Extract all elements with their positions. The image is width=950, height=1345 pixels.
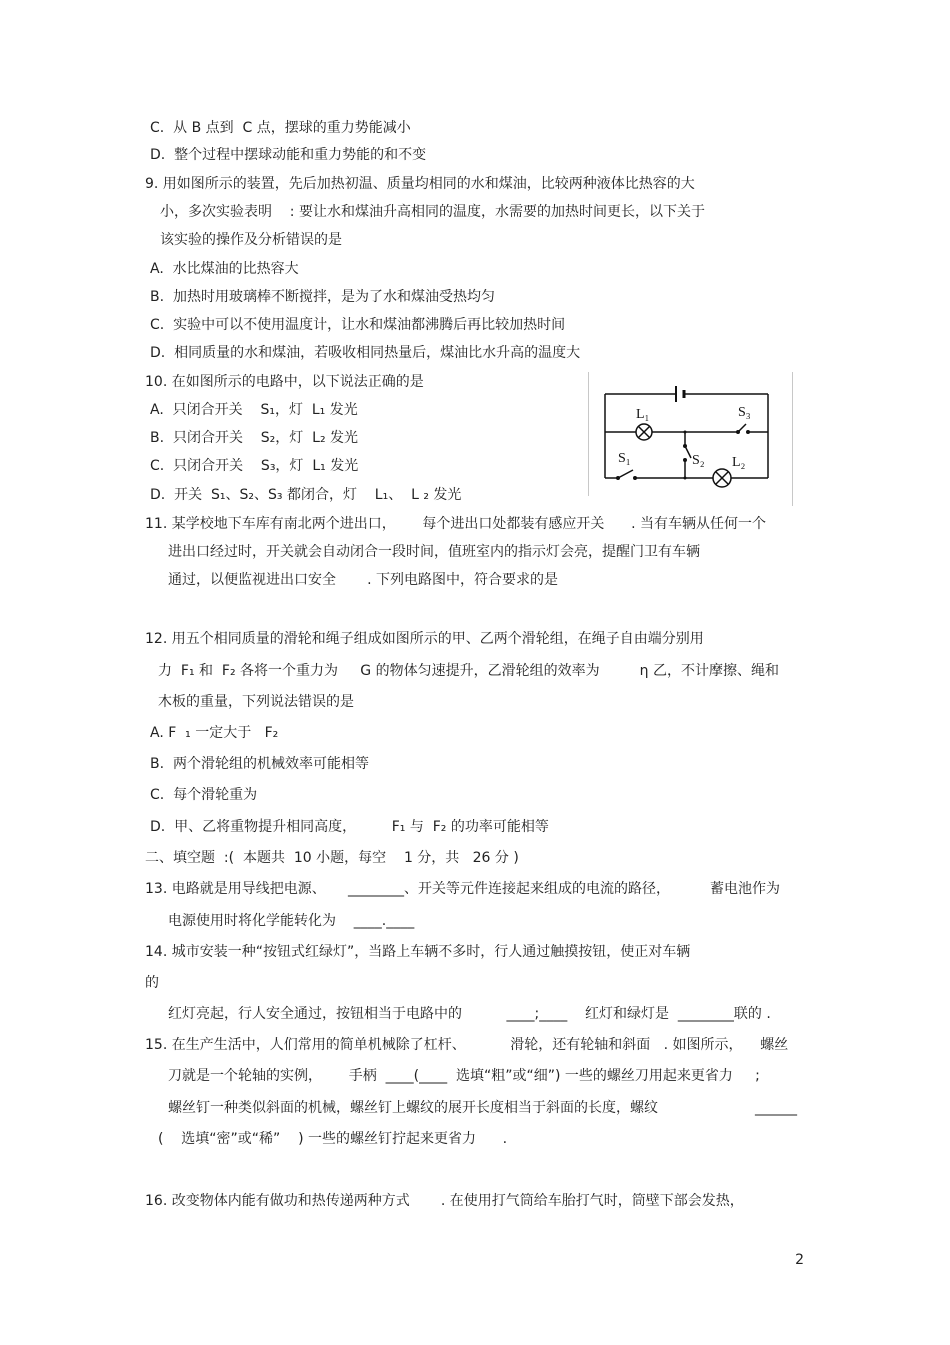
label-s1: S₁ (618, 451, 631, 466)
option-d-q12: D. 甲、乙将重物提升相同高度， F₁ 与 F₂ 的功率可能相等 (150, 819, 549, 835)
question-15-blank: ______ (755, 1100, 797, 1116)
option-a-q10: A. 只闭合开关 S₁，灯 L₁ 发光 (150, 402, 358, 418)
question-14-line-2: 的 (145, 975, 159, 991)
question-11-line-2: 进出口经过时，开关就会自动闭合一段时间，值班室内的指示灯会亮，提醒门卫有车辆 (168, 544, 700, 560)
option-c-q9: C. 实验中可以不使用温度计，让水和煤油都沸腾后再比较加热时间 (150, 317, 566, 333)
question-12-line-2: 力 F₁ 和 F₂ 各将一个重力为 G 的物体匀速提升，乙滑轮组的效率为 η 乙，不计摩擦、绳和 (158, 663, 779, 679)
question-15-line-4: ( 选填“密”或“稀” ) 一些的螺丝钉拧起来更省力 . (158, 1131, 508, 1147)
option-b-q10: B. 只闭合开关 S₂，灯 L₂ 发光 (150, 430, 359, 446)
question-15-line-2: 刀就是一个轮轴的实例， 手柄 ____(____ 选填“粗”或“细”) 一些的螺丝刀用起来更省力 ; (168, 1068, 760, 1084)
option-d-q10: D. 开关 S₁、S₂、S₃ 都闭合，灯 L₁、 L ₂ 发光 (150, 487, 462, 503)
question-10: 10. 在如图所示的电路中，以下说法正确的是 (145, 374, 424, 390)
question-15-line-3: 螺丝钉一种类似斜面的机械，螺丝钉上螺纹的展开长度相当于斜面的长度，螺纹 (168, 1100, 658, 1116)
option-a-q9: A. 水比煤油的比热容大 (150, 261, 299, 277)
circuit-diagram (588, 370, 794, 506)
label-s3: S₃ (738, 405, 751, 420)
question-12-line-3: 木板的重量，下列说法错误的是 (158, 694, 354, 710)
option-d-q9: D. 相同质量的水和煤油，若吸收相同热量后，煤油比水升高的温度大 (150, 345, 581, 361)
question-13-line-1: 13. 电路就是用导线把电源、 ________、开关等元件连接起来组成的电流的路径， 蓄电池作为 (145, 881, 781, 897)
option-c-q12: C. 每个滑轮重为 (150, 787, 258, 803)
section-heading-fill-in: 二、填空题 :( 本题共 10 小题，每空 1 分，共 26 分 ) (145, 850, 519, 866)
question-15-line-1: 15. 在生产生活中，人们常用的简单机械除了杠杆、 滑轮，还有轮轴和斜面 . 如图所示， 螺丝 (145, 1037, 789, 1053)
label-s2: S₂ (692, 453, 705, 468)
label-l1: L₁ (636, 407, 650, 422)
option-b-q9: B. 加热时用玻璃棒不断搅拌，是为了水和煤油受热均匀 (150, 289, 495, 305)
question-13-line-2: 电源使用时将化学能转化为 ____.____ (168, 913, 415, 929)
option-c-q8: C. 从 B 点到 C 点，摆球的重力势能减小 (150, 120, 411, 136)
option-a-q12: A. F ₁ 一定大于 F₂ (150, 725, 279, 741)
question-12-line-1: 12. 用五个相同质量的滑轮和绳子组成如图所示的甲、乙两个滑轮组，在绳子自由端分别用 (145, 631, 704, 647)
question-16-line-1: 16. 改变物体内能有做功和热传递两种方式 . 在使用打气筒给车胎打气时，筒壁下部会发热， (145, 1193, 744, 1209)
option-c-q10: C. 只闭合开关 S₃，灯 L₁ 发光 (150, 458, 359, 474)
question-9-line-2: 小，多次实验表明 : 要让水和煤油升高相同的温度，水需要的加热时间更长，以下关于 (160, 204, 705, 220)
question-14-line-1: 14. 城市安装一种“按钮式红绿灯”，当路上车辆不多时，行人通过触摸按钮，使正对车辆 (145, 944, 691, 960)
question-9-line-3: 该实验的操作及分析错误的是 (160, 232, 342, 248)
option-d-q8: D. 整个过程中摆球动能和重力势能的和不变 (150, 147, 427, 163)
option-b-q12: B. 两个滑轮组的机械效率可能相等 (150, 756, 369, 772)
question-11-line-3: 通过，以便监视进出口安全 . 下列电路图中，符合要求的是 (168, 572, 559, 588)
page-number: 2 (795, 1252, 804, 1268)
label-l2: L₂ (732, 455, 746, 470)
question-9-line-1: 9. 用如图所示的装置，先后加热初温、质量均相同的水和煤油，比较两种液体比热容的大 (145, 176, 695, 192)
question-14-line-3: 红灯亮起，行人安全通过，按钮相当于电路中的 ____;____ 红灯和绿灯是 ________联的 . (168, 1006, 771, 1022)
question-11-line-1: 11. 某学校地下车库有南北两个进出口， 每个进出口处都装有感应开关 . 当有车辆从任何一个 (145, 516, 767, 532)
